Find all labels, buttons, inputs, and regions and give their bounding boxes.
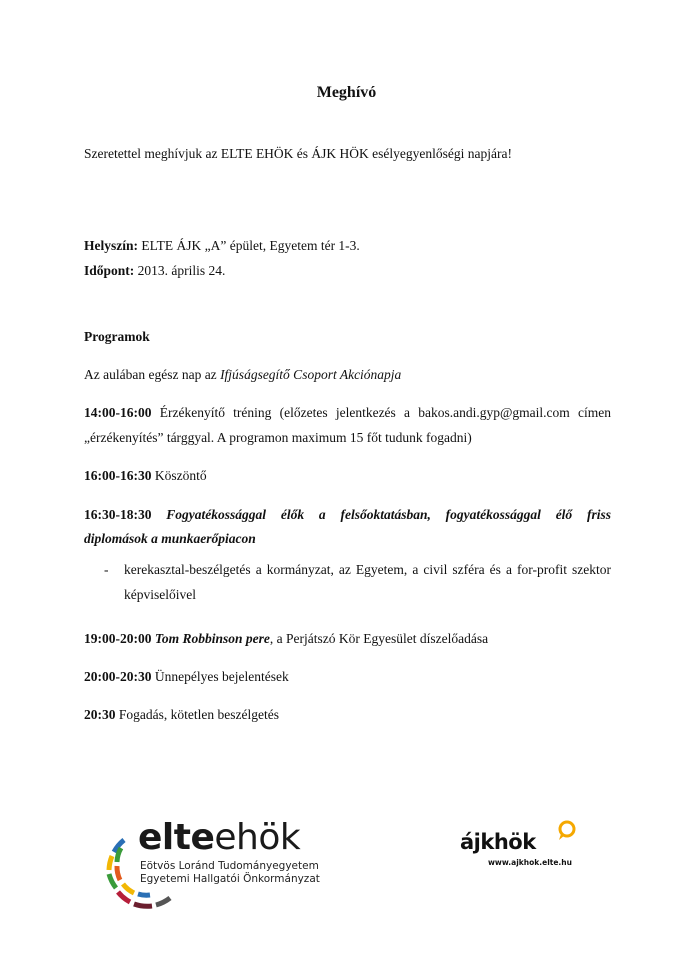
program-2: 16:00-16:30 Köszöntő [84,468,207,483]
program-1-line-1: 14:00-16:00 Érzékenyítő tréning (előzetes jelentkezés a bakos.andi.gyp@gmail.com címen [84,405,611,420]
ajk-hok-logo [460,820,590,880]
location-label: Helyszín: [84,238,138,253]
intro-text: Szeretettel meghívjuk az ELTE EHÖK és ÁJK HÖK esélyegyenlőségi napjára! [84,146,512,161]
program-4-time: 19:00-20:00 [84,631,152,646]
programs-heading: Programok [84,329,150,344]
page-title: Meghívó [316,84,377,101]
time-label: Időpont: [84,263,135,278]
elte-subtitle-1: Eötvös Loránd Tudományegyetem [140,860,319,872]
elte-ehok-logo [96,818,326,918]
aula-prefix: Az aulában egész nap az [84,367,221,382]
program-4: 19:00-20:00 Tom Robbinson pere, a Perjátszó Kör Egyesület díszelőadása [84,631,489,646]
program-5-time: 20:00-20:30 [84,669,152,684]
program-3-title-line-1: 16:30-18:30 Fogyatékossággal élők a felsőoktatásban, fogyatékossággal élő friss [84,507,611,522]
program-5: 20:00-20:30 Ünnepélyes bejelentések [84,669,289,684]
speech-bubble-icon [557,820,577,842]
program-3-time: 16:30-18:30 [84,507,152,522]
elte-subtitle-2: Egyetemi Hallgatói Önkormányzat [140,873,320,885]
program-3-title-line-2: diplomások a munkaerőpiacon [84,531,256,546]
program-3-bullet: - [104,562,109,577]
program-6-time: 20:30 [84,707,116,722]
location-line [84,238,360,254]
program-6: 20:30 Fogadás, kötetlen beszélgetés [84,707,279,722]
program-1-line-2: „érzékenyítés” tárggyal. A programon maximum 15 főt tudunk fogadni) [84,430,472,445]
elte-wordmark: elteehök [138,817,301,858]
program-3-bullet-line-1: kerekasztal-beszélgetés a kormányzat, az Egyetem, a civil szféra és a for-profit szektor [124,562,611,577]
time-value: 2013. április 24. [134,263,226,278]
location-value: ELTE ÁJK „A” épület, Egyetem tér 1-3. [138,238,360,253]
program-1-time: 14:00-16:00 [84,405,152,420]
aula-line [84,367,401,383]
ajk-url: www.ajkhok.elte.hu [488,858,572,867]
program-2-time: 16:00-16:30 [84,468,152,483]
ajk-wordmark: ájkhök [460,830,536,854]
program-3-bullet-line-2: képviselőivel [124,587,196,602]
aula-event: Ifjúságsegítő Csoport Akciónapja [220,367,402,382]
time-line [84,263,225,279]
